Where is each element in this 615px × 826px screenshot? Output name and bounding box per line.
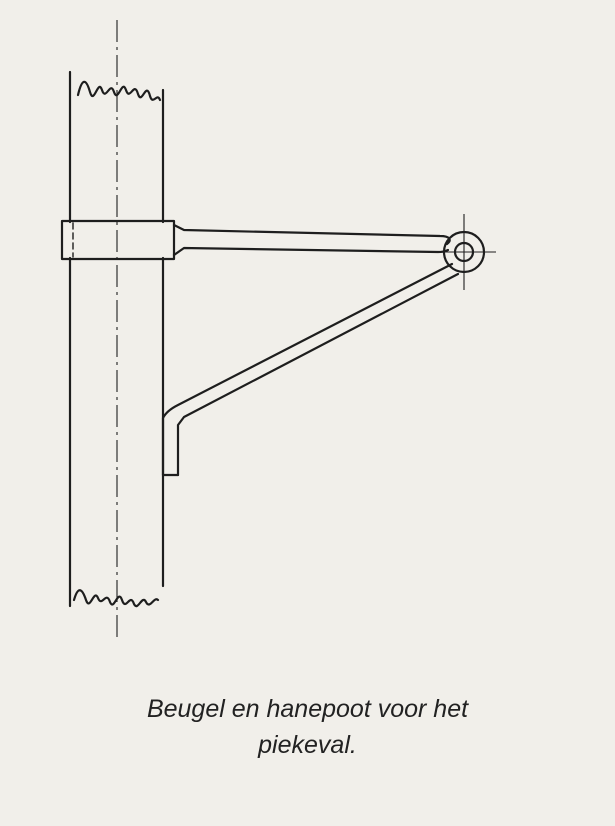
caption-line-2: piekeval.: [258, 731, 357, 759]
caption-line-1: Beugel en hanepoot voor het: [146, 695, 469, 723]
diagonal-strut: [163, 264, 458, 475]
mast-collar: [62, 221, 174, 259]
mast-bottom-break-line: [74, 590, 158, 606]
mast-top-break-line: [78, 82, 160, 100]
collar-strap: [174, 225, 450, 255]
